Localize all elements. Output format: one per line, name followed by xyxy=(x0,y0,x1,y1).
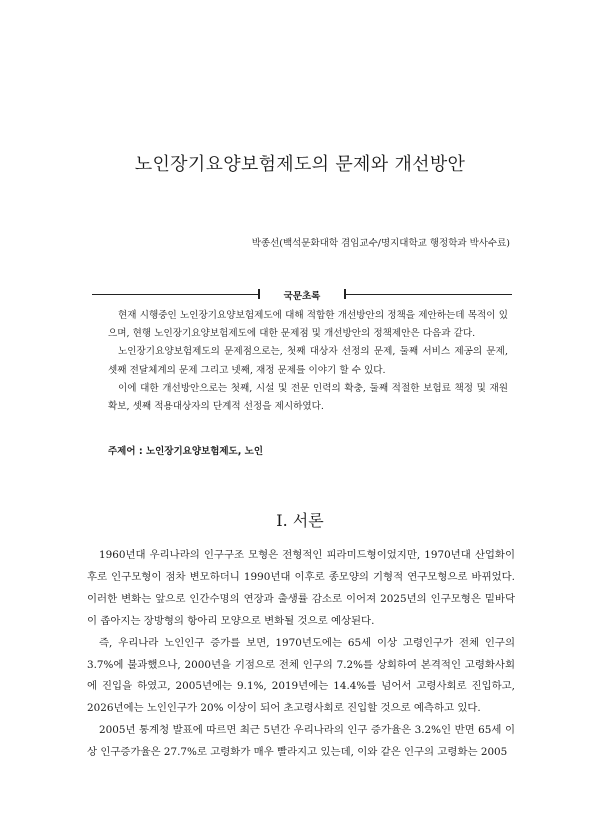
body-paragraph: 2005년 통계청 발표에 따르면 최근 5년간 우리나라의 인구 증가율은 3.2%인 반면 65세 이상 인구증가율은 27.7%로 고령화가 매우 빨라지고 있는데, 이와 같은 인구의 고령화는 2005 xyxy=(87,724,515,759)
abstract-paragraph: 노인장기요양보험제도의 문제점으로는, 첫째 대상자 선정의 문제, 둘째 서비스 제공의 문제, 셋째 전달체계의 문제 그리고 넷째, 재정 문제를 이야기 할 수 있다. xyxy=(108,346,508,376)
keywords-label: 주제어 xyxy=(108,446,136,457)
keywords-line xyxy=(108,443,263,457)
paper-title: 노인장기요양보험제도의 문제와 개선방안 xyxy=(134,154,466,175)
section-heading: Ⅰ. 서론 xyxy=(276,511,324,530)
body-paragraph: 1960년대 우리나라의 인구구조 모형은 전형적인 피라미드형이었지만, 1970년대 산업화이후로 인구모형이 점차 변모하더니 1990년대 이후로 종모양의 기형적 연구모형으로 바뀌었다. 이러한 변화는 앞으로 인간수명의 연장과 출생률 감소로 이어져 2025년의 인구모형은 밑바닥이 좁아지는 장방형의 항아리 모양으로 변화될 것으로 예상된다. xyxy=(87,549,515,627)
heading-rule-left xyxy=(92,294,260,295)
keywords-separator: : xyxy=(135,446,146,457)
body-paragraph: 즉, 우리나라 노인인구 증가를 보면, 1970년도에는 65세 이상 고령인구가 전체 인구의 3.7%에 불과했으나, 2000년을 기점으로 전체 인구의 7.2%를 상회하여 본격적인 고령화사회에 진입을 하였고, 2005년에는 9.1%, 2019년에는 14.4%를 넘어서 고령사회로 진입하고, 2026년에는 노인인구가 20% 이상이 되어 초고령사회로 진입할 것으로 예측하고 있다. xyxy=(87,636,515,715)
body-text xyxy=(87,545,515,764)
author-affiliation: 박종선(백석문화대학 겸임교수/명지대학교 행정학과 박사수료) xyxy=(251,238,510,249)
abstract-heading: 국문초록 xyxy=(280,288,325,302)
keywords-value: 노인장기요양보험제도, 노인 xyxy=(145,446,263,457)
abstract-body xyxy=(108,307,508,416)
abstract-paragraph: 이에 대한 개선방안으로는 첫째, 시설 및 전문 인력의 확충, 둘째 적절한 보험료 책정 및 재원확보, 셋째 적용대상자의 단계적 선정을 제시하였다. xyxy=(108,382,508,413)
abstract-heading-rule xyxy=(92,288,512,300)
heading-bar-left xyxy=(258,289,260,299)
heading-rule-right xyxy=(344,294,512,295)
abstract-paragraph: 현재 시행중인 노인장기요양보험제도에 대해 적합한 개선방안의 정책을 제안하는데 목적이 있으며, 현행 노인장기요양보험제도에 대한 문제점 및 개선방안의 정책제안은 다음과 같다. xyxy=(108,310,508,340)
